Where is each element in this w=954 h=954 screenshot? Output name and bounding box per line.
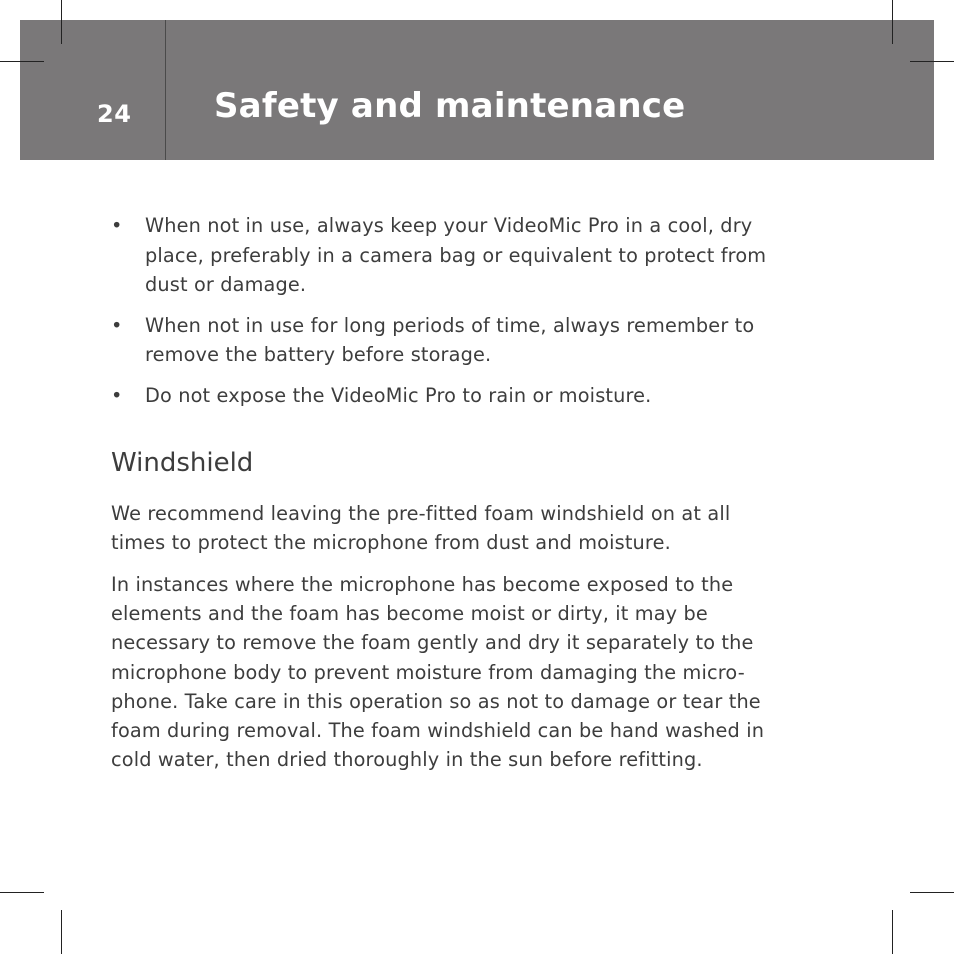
paragraph-line: We recommend leaving the pre-fitted foam windshield on at all — [111, 502, 731, 525]
crop-mark-top-left-vertical — [61, 0, 62, 44]
bullet-dot-icon: • — [111, 383, 123, 407]
bullet-line: When not in use, always keep your VideoMic Pro in a cool, dry — [145, 214, 753, 237]
bullet-line: When not in use for long periods of time, always remember to — [145, 313, 755, 337]
paragraph-line: necessary to remove the foam gently and dry it separately to the — [111, 631, 754, 655]
bullet-line: remove the battery before storage. — [145, 343, 492, 366]
bullet-dot-icon: • — [111, 214, 123, 237]
bullet-item — [111, 211, 811, 300]
crop-mark-bottom-left-horizontal — [0, 892, 44, 893]
windshield-paragraph-1 — [111, 499, 811, 557]
header-divider — [165, 20, 166, 160]
bullet-dot-icon: • — [111, 313, 123, 337]
page-number: 24 — [97, 100, 132, 128]
page-title: Safety and maintenance — [214, 86, 686, 126]
paragraph-line: microphone body to prevent moisture from damaging the micro- — [111, 660, 745, 684]
windshield-paragraph-2 — [111, 570, 811, 774]
crop-mark-top-right-horizontal — [910, 61, 954, 62]
paragraph-line: In instances where the microphone has become exposed to the — [111, 573, 734, 596]
paragraph-line: cold water, then dried thoroughly in the sun before refitting. — [111, 748, 703, 772]
bullet-line: place, preferably in a camera bag or equivalent to protect from — [145, 243, 767, 267]
bullet-line: Do not expose the VideoMic Pro to rain or moisture. — [145, 383, 652, 407]
paragraph-line: foam during removal. The foam windshield can be hand washed in — [111, 719, 765, 743]
crop-mark-bottom-right-vertical — [892, 910, 893, 954]
crop-mark-bottom-right-horizontal — [910, 892, 954, 893]
section-heading-windshield: Windshield — [111, 448, 254, 478]
crop-mark-bottom-left-vertical — [61, 910, 62, 954]
crop-mark-top-right-vertical — [892, 0, 893, 44]
paragraph-line: phone. Take care in this operation so as not to damage or tear the — [111, 689, 761, 713]
care-bullet-list — [111, 211, 811, 421]
bullet-item — [111, 381, 811, 411]
paragraph-line: elements and the foam has become moist or dirty, it may be — [111, 602, 708, 626]
paragraph-line: times to protect the microphone from dust and moisture. — [111, 531, 671, 555]
bullet-line: dust or damage. — [145, 273, 307, 296]
bullet-item — [111, 311, 811, 370]
crop-mark-top-left-horizontal — [0, 61, 44, 62]
